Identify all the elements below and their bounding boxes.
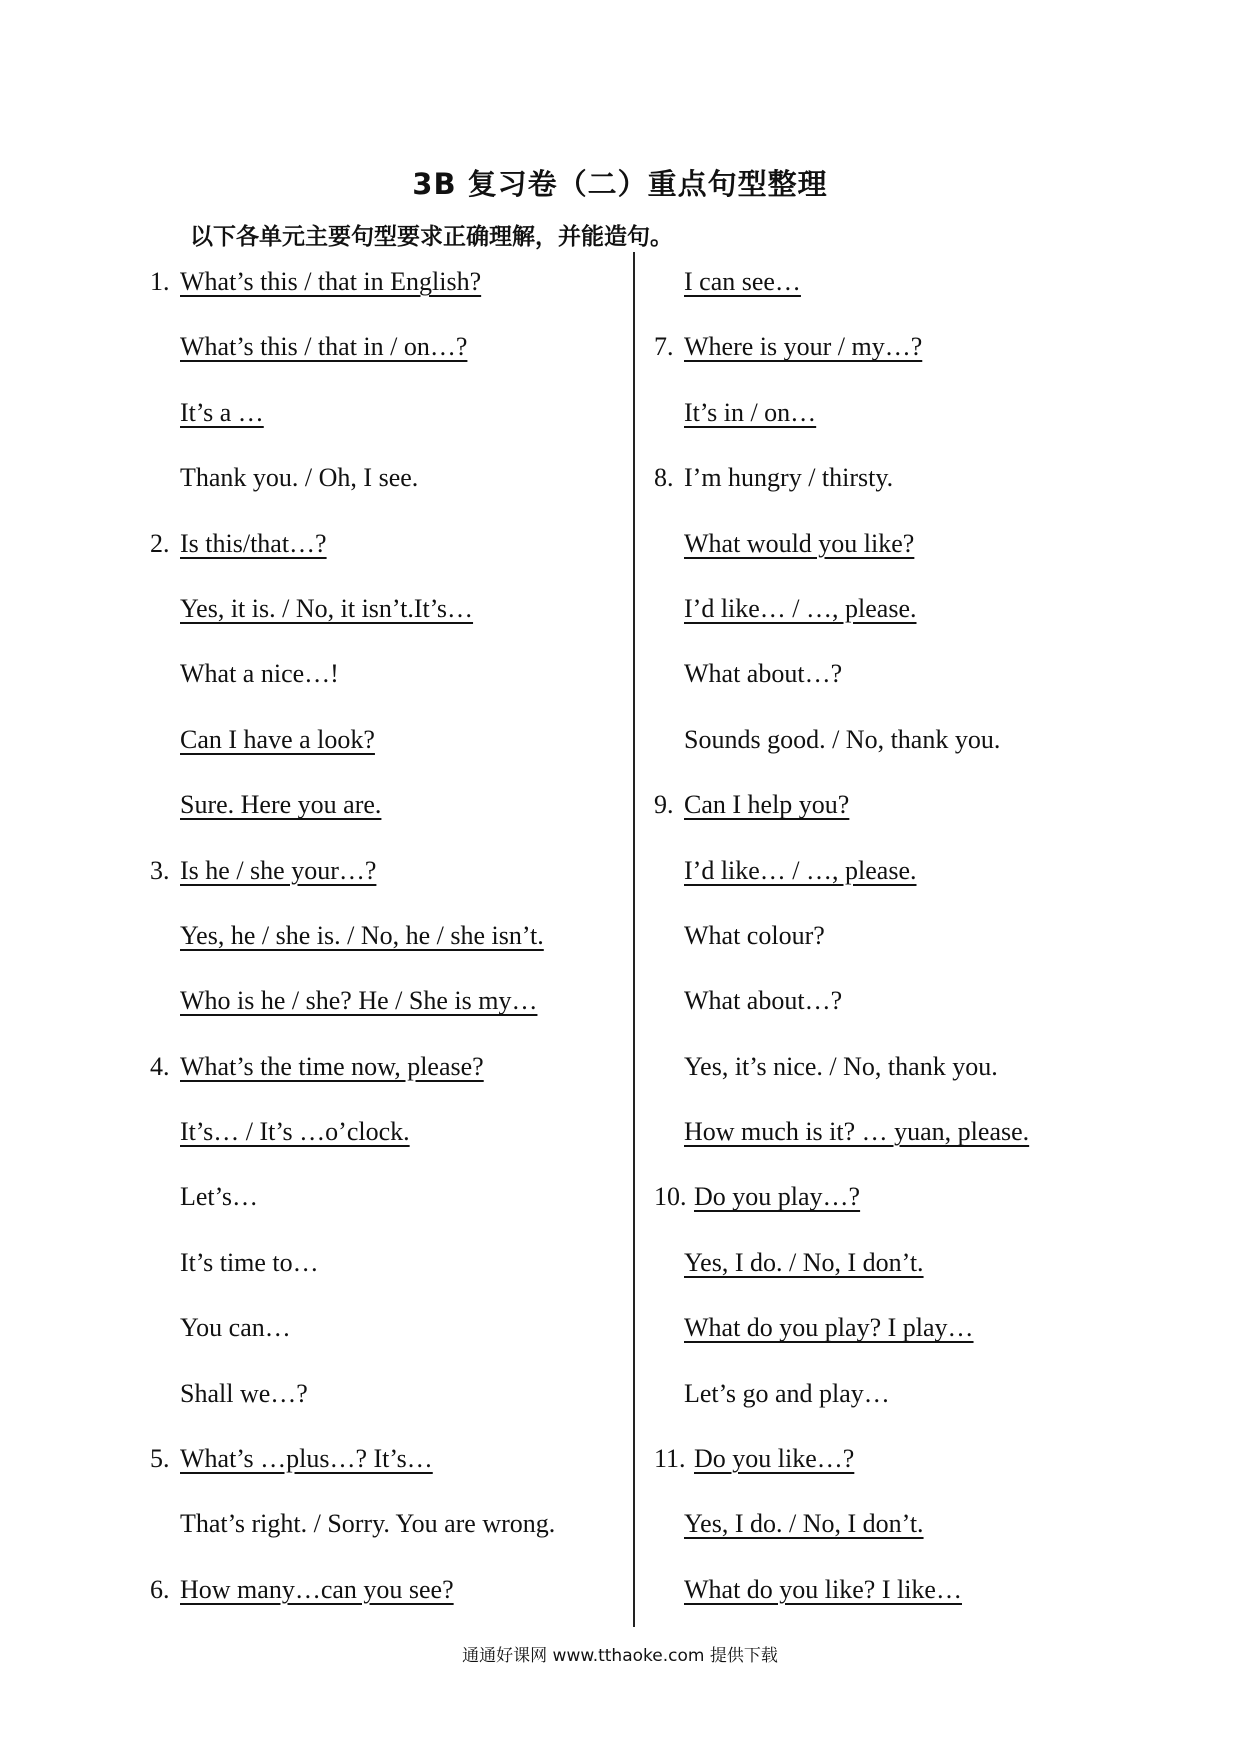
item-number: 1. xyxy=(150,267,170,296)
sentence-text: I’d like… / …, please. xyxy=(684,855,917,885)
sentence-text: How much is it? … yuan, please. xyxy=(684,1117,1030,1147)
sentence-text: What do you like? I like… xyxy=(684,1574,962,1604)
sentence-text: Sounds good. / No, thank you. xyxy=(684,724,1001,754)
sentence-text: Yes, I do. / No, I don’t. xyxy=(684,1247,924,1277)
sentence-text: It’s time to… xyxy=(180,1247,319,1277)
sentence-text: Sure. Here you are. xyxy=(180,790,382,820)
page-subtitle: 以下各单元主要句型要求正确理解，并能造句。 xyxy=(190,224,673,250)
item-number: 2. xyxy=(150,528,170,558)
sentence-text: Yes, it is. / No, it isn’t.It’s… xyxy=(180,593,474,623)
sentence-text: Is this/that…? xyxy=(180,528,327,558)
sentence-text: What a nice…! xyxy=(180,659,339,689)
sentence-text: Who is he / she? He / She is my… xyxy=(180,986,538,1016)
sentence-text: You can… xyxy=(180,1313,291,1343)
sentence-text: Where is your / my…? xyxy=(684,332,923,362)
item-number: 7. xyxy=(654,332,674,362)
column-divider xyxy=(633,252,635,1627)
sentence-text: It’s… / It’s …o’clock. xyxy=(180,1117,410,1147)
page-footer: 通通好课网 www.tthaoke.com 提供下载 xyxy=(462,1646,778,1666)
item-number: 4. xyxy=(150,1051,170,1081)
sentence-text: I’d like… / …, please. xyxy=(684,593,917,623)
sentence-text: What colour? xyxy=(684,920,825,950)
sentence-text: Shall we…? xyxy=(180,1378,308,1408)
sentence-text: How many…can you see? xyxy=(180,1574,454,1604)
sentence-text: Let’s go and play… xyxy=(684,1378,890,1408)
sentence-text: What’s this / that in English? xyxy=(180,267,482,296)
item-number: 8. xyxy=(654,463,674,493)
sentence-text: I’m hungry / thirsty. xyxy=(684,463,894,493)
sentence-text: What’s this / that in / on…? xyxy=(180,332,468,362)
sentence-text: Yes, he / she is. / No, he / she isn’t. xyxy=(180,920,544,950)
sentence-text: Can I have a look? xyxy=(180,724,375,754)
sentence-text: Yes, I do. / No, I don’t. xyxy=(684,1509,924,1539)
sentence-text: Is he / she your…? xyxy=(180,855,377,885)
sentence-text: Can I help you? xyxy=(684,790,850,820)
item-number: 10. xyxy=(654,1182,687,1212)
sentence-text: What’s …plus…? It’s… xyxy=(180,1444,433,1474)
item-number: 5. xyxy=(150,1444,170,1474)
sentence-text: It’s in / on… xyxy=(684,397,817,427)
sentence-text: Let’s… xyxy=(180,1182,258,1212)
sentence-text: It’s a … xyxy=(180,397,264,427)
sentence-text: What would you like? xyxy=(684,528,915,558)
item-number: 9. xyxy=(654,790,674,820)
sentence-text: What do you play? I play… xyxy=(684,1313,974,1343)
item-number: 11. xyxy=(654,1444,686,1474)
page-title: 3B 复习卷（二）重点句型整理 xyxy=(412,167,828,201)
sentence-text: Thank you. / Oh, I see. xyxy=(180,463,419,493)
sentence-text: Do you play…? xyxy=(694,1182,861,1212)
item-number: 3. xyxy=(150,855,170,885)
sentence-text: Do you like…? xyxy=(694,1444,855,1474)
item-number: 6. xyxy=(150,1574,170,1604)
sentence-text: What about…? xyxy=(684,986,843,1016)
sentence-text: Yes, it’s nice. / No, thank you. xyxy=(684,1051,998,1081)
sentence-text: What’s the time now, please? xyxy=(180,1051,484,1081)
sentence-text: What about…? xyxy=(684,659,843,689)
sentence-text: I can see… xyxy=(684,267,801,296)
sentence-text: That’s right. / Sorry. You are wrong. xyxy=(180,1509,556,1539)
